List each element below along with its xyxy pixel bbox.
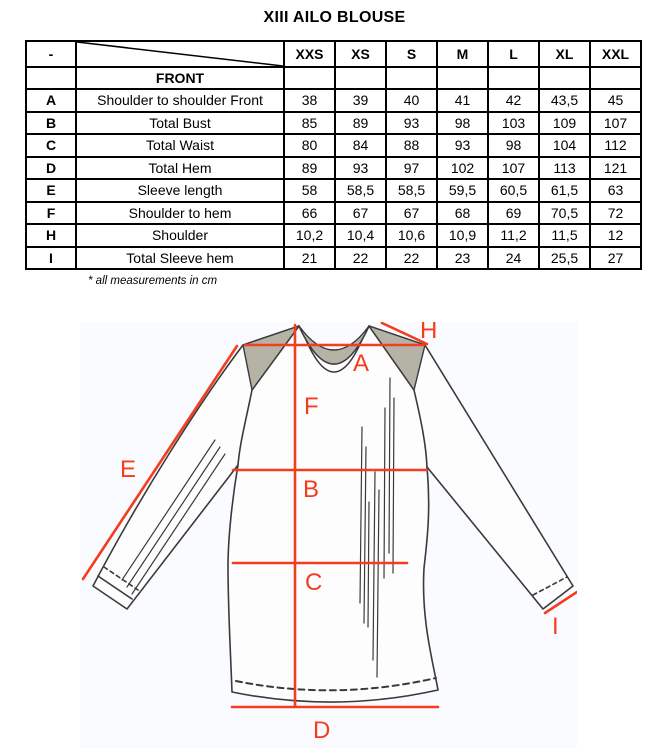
cell-value: 22 (386, 247, 437, 270)
row-code: H (26, 224, 76, 247)
cell-value: 39 (335, 89, 386, 112)
row-code: I (26, 247, 76, 270)
cell-value: 60,5 (488, 179, 539, 202)
label-H: H (420, 322, 438, 344)
row-name: Total Bust (76, 112, 284, 135)
cell-value: 61,5 (539, 179, 590, 202)
cell-value: 85 (284, 112, 335, 135)
cell-value: 89 (335, 112, 386, 135)
cell-value: 93 (335, 157, 386, 180)
table-row (26, 202, 641, 225)
cell-value: 98 (488, 134, 539, 157)
cell-value: 66 (284, 202, 335, 225)
cell-value: 24 (488, 247, 539, 270)
cell-value: 23 (437, 247, 488, 270)
row-code: B (26, 112, 76, 135)
cell-value: 88 (386, 134, 437, 157)
cell-value: 67 (386, 202, 437, 225)
cell-value: 69 (488, 202, 539, 225)
table-row (26, 134, 641, 157)
cell-value: 59,5 (437, 179, 488, 202)
table-header-row (26, 41, 641, 67)
cell-value: 43,5 (539, 89, 590, 112)
cell-value: 42 (488, 89, 539, 112)
cell-value: 22 (335, 247, 386, 270)
cell-value: 38 (284, 89, 335, 112)
cell-value: 72 (590, 202, 641, 225)
cell-value: 107 (590, 112, 641, 135)
cell-value: 21 (284, 247, 335, 270)
cell-value: 67 (335, 202, 386, 225)
cell-value: 109 (539, 112, 590, 135)
page-title: XIII AILO BLOUSE (263, 9, 406, 26)
cell-value: 84 (335, 134, 386, 157)
label-A: A (353, 350, 370, 377)
cell-value: 11,5 (539, 224, 590, 247)
cell-value: 10,4 (335, 224, 386, 247)
cell-value: 121 (590, 157, 641, 180)
corner-cell: - (26, 41, 76, 67)
blouse-drawing (80, 322, 577, 748)
size-table (25, 40, 642, 270)
cell-value: 40 (386, 89, 437, 112)
label-F: F (304, 393, 319, 420)
cell-value: 63 (590, 179, 641, 202)
label-D: D (313, 717, 331, 744)
front-section-row (26, 67, 641, 89)
table-row (26, 157, 641, 180)
cell-value: 70,5 (539, 202, 590, 225)
cell-value: 97 (386, 157, 437, 180)
row-name: Total Hem (76, 157, 284, 180)
front-label: FRONT (76, 67, 284, 89)
garment-outline (93, 326, 573, 702)
diagonal-cell (76, 41, 284, 67)
measurements-footnote: * all measurements in cm (88, 275, 218, 287)
row-name: Total Waist (76, 134, 284, 157)
size-header-xxl: XXL (590, 41, 641, 67)
table-row (26, 224, 641, 247)
cell-value: 102 (437, 157, 488, 180)
cell-value: 25,5 (539, 247, 590, 270)
row-code: C (26, 134, 76, 157)
size-header-l: L (488, 41, 539, 67)
cell-value: 10,9 (437, 224, 488, 247)
table-row (26, 89, 641, 112)
cell-value: 80 (284, 134, 335, 157)
cell-value: 89 (284, 157, 335, 180)
row-code: F (26, 202, 76, 225)
row-name: Shoulder to hem (76, 202, 284, 225)
diagonal-line (77, 42, 283, 66)
cell-value: 98 (437, 112, 488, 135)
blouse-measurement-diagram (80, 322, 577, 748)
cell-value: 103 (488, 112, 539, 135)
cell-value: 10,2 (284, 224, 335, 247)
size-header-m: M (437, 41, 488, 67)
size-header-s: S (386, 41, 437, 67)
table-row (26, 247, 641, 270)
label-C: C (305, 569, 323, 596)
cell-value: 11,2 (488, 224, 539, 247)
cell-value: 112 (590, 134, 641, 157)
size-header-xs: XS (335, 41, 386, 67)
row-code: D (26, 157, 76, 180)
size-header-xl: XL (539, 41, 590, 67)
label-B: B (303, 476, 320, 503)
empty-cell (26, 67, 76, 89)
table-row (26, 112, 641, 135)
cell-value: 68 (437, 202, 488, 225)
table-row (26, 179, 641, 202)
cell-value: 107 (488, 157, 539, 180)
cell-value: 58,5 (335, 179, 386, 202)
row-name: Sleeve length (76, 179, 284, 202)
label-E: E (120, 456, 137, 483)
cell-value: 10,6 (386, 224, 437, 247)
row-code: E (26, 179, 76, 202)
cell-value: 93 (437, 134, 488, 157)
row-name: Total Sleeve hem (76, 247, 284, 270)
row-name: Shoulder (76, 224, 284, 247)
cell-value: 58,5 (386, 179, 437, 202)
row-name: Shoulder to shoulder Front (76, 89, 284, 112)
cell-value: 27 (590, 247, 641, 270)
label-I: I (552, 613, 559, 640)
cell-value: 58 (284, 179, 335, 202)
cell-value: 12 (590, 224, 641, 247)
row-code: A (26, 89, 76, 112)
cell-value: 93 (386, 112, 437, 135)
size-header-xxs: XXS (284, 41, 335, 67)
cell-value: 41 (437, 89, 488, 112)
cell-value: 113 (539, 157, 590, 180)
cell-value: 45 (590, 89, 641, 112)
cell-value: 104 (539, 134, 590, 157)
